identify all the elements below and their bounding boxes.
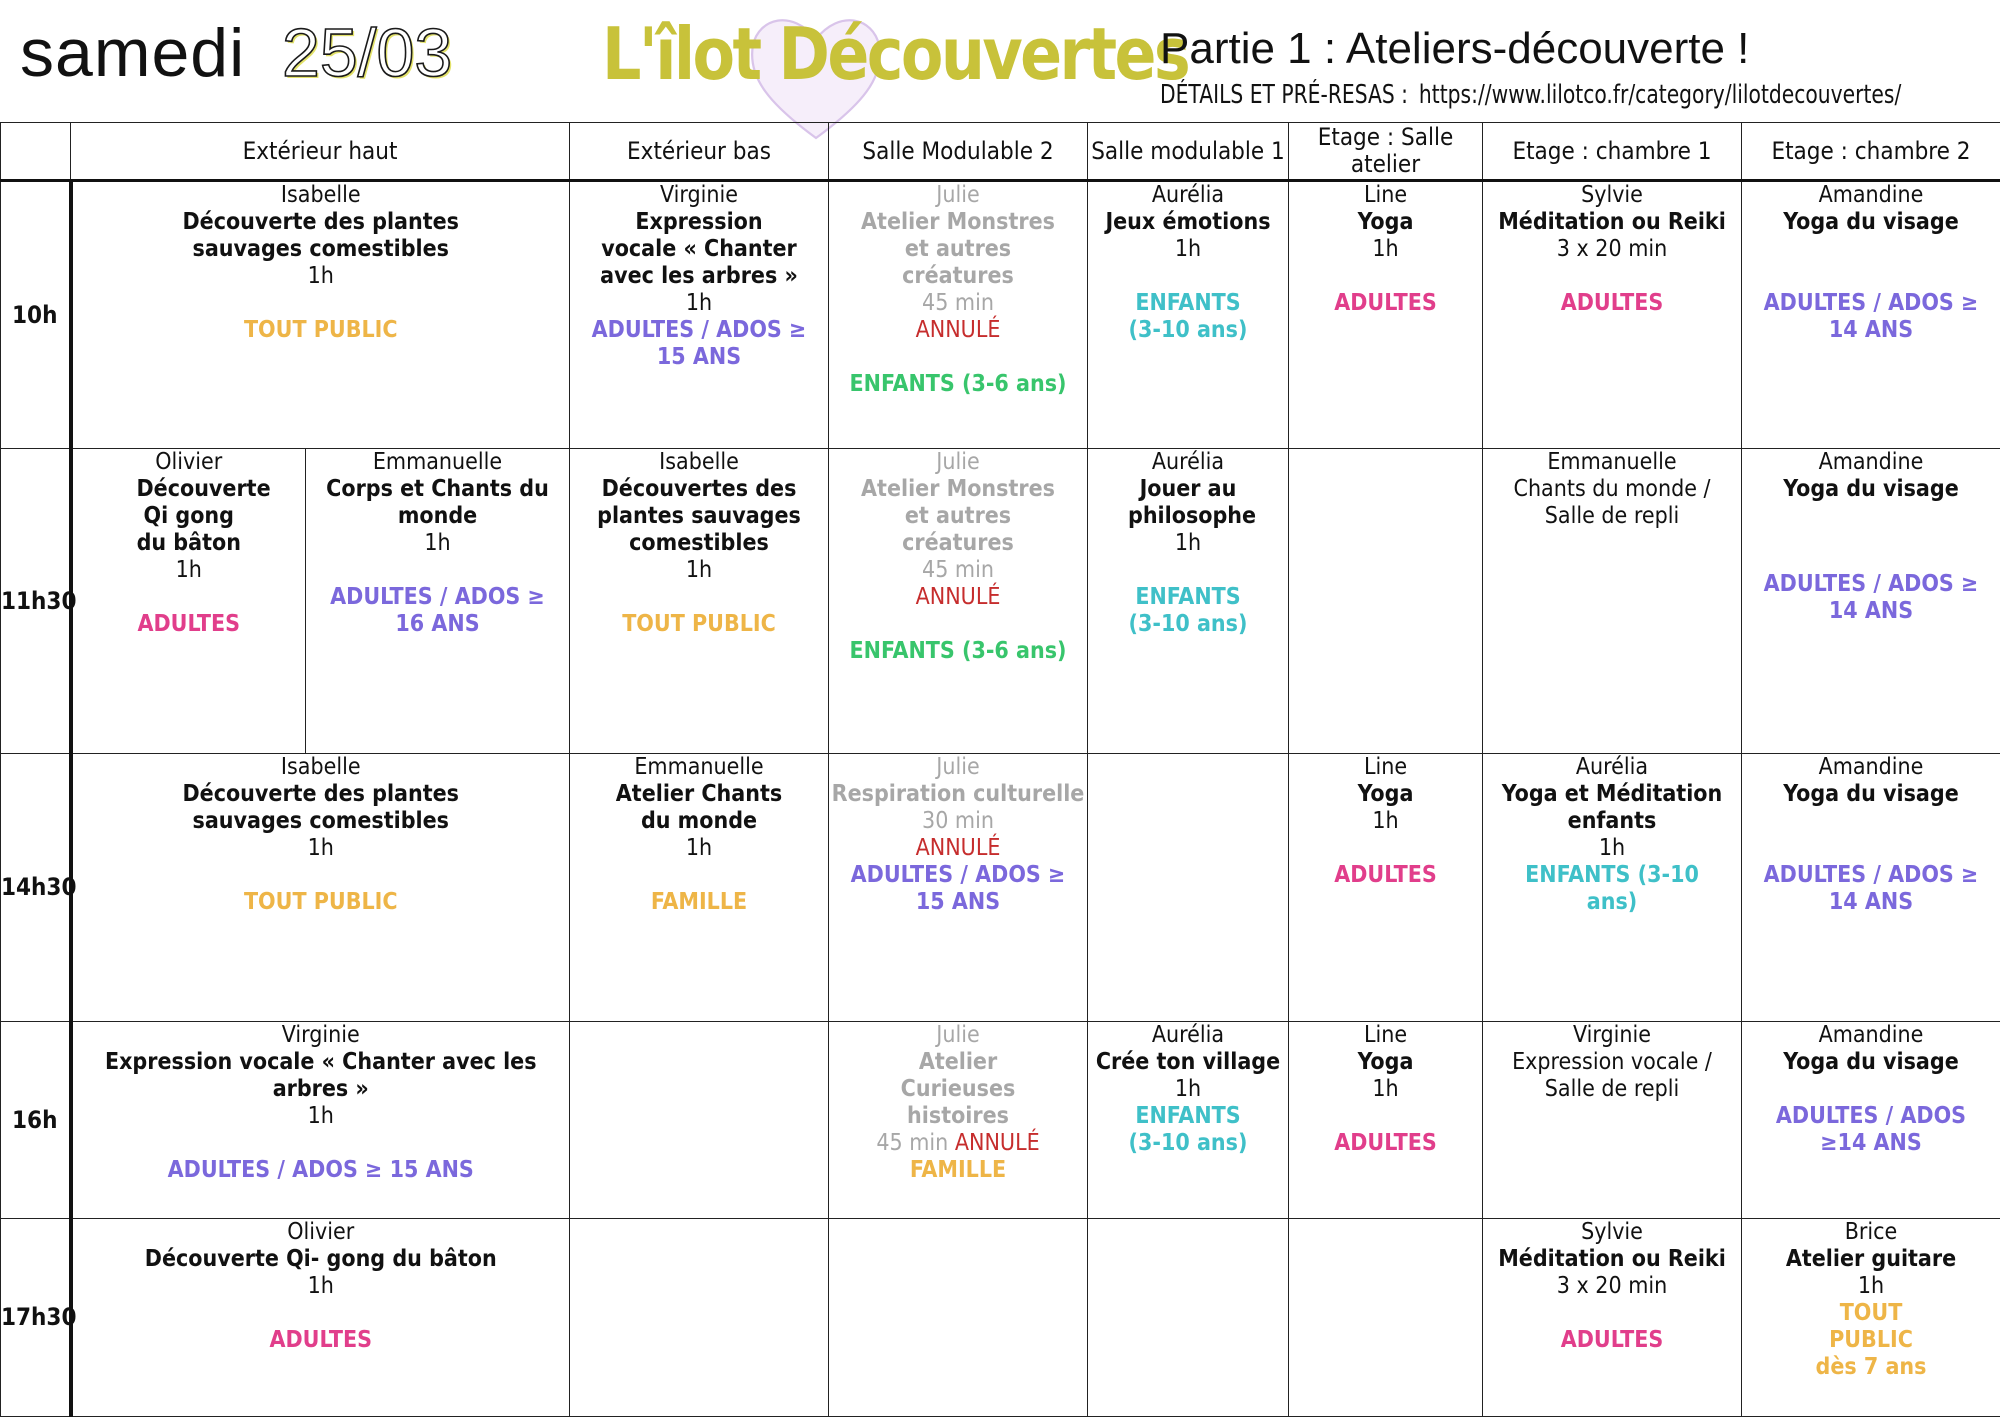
session-cell[interactable] — [570, 754, 829, 1022]
audience-badge: ADULTES / ADOS ≥14 ANS — [1742, 1103, 2000, 1157]
session-cell[interactable] — [1088, 181, 1289, 449]
session-title: Jouer au philosophe — [1088, 476, 1288, 530]
instructor-name: Isabelle — [73, 182, 570, 209]
corner-cell — [1, 123, 71, 181]
session-duration: 1h — [73, 263, 570, 290]
session-title: Atelier Chants du monde — [570, 781, 828, 835]
session-title: Corps et Chants du monde — [306, 476, 569, 530]
instructor-name: Olivier — [73, 1219, 570, 1246]
audience-badge: ADULTES — [1289, 862, 1482, 889]
session-cell-cancelled[interactable] — [829, 449, 1088, 754]
instructor-name: Julie — [829, 1022, 1087, 1049]
session-duration: 1h — [1483, 835, 1741, 862]
session-cell[interactable] — [1483, 181, 1742, 449]
date-label: 25/03 — [282, 14, 452, 92]
session-title: Respiration culturelle — [829, 781, 1087, 808]
session-duration: 1h — [570, 290, 828, 317]
instructor-name: Amandine — [1742, 449, 2000, 476]
session-title: Yoga et Méditation enfants — [1483, 781, 1741, 835]
session-title: Atelier guitare — [1742, 1246, 2000, 1273]
session-title: Yoga du visage — [1742, 476, 2000, 503]
col-salle-modulable-1: Salle modulable 1 — [1088, 123, 1289, 181]
instructor-name: Virginie — [1483, 1022, 1741, 1049]
col-exterieur-haut: Extérieur haut — [71, 123, 570, 181]
instructor-name: Emmanuelle — [1483, 449, 1741, 476]
audience-badge: FAMILLE — [570, 889, 828, 916]
session-duration: 1h — [73, 835, 570, 862]
session-duration: 1h — [570, 835, 828, 862]
session-cell[interactable] — [1742, 1219, 2000, 1417]
session-cell[interactable] — [71, 1219, 570, 1417]
instructor-name: Sylvie — [1483, 182, 1741, 209]
session-duration: 45 min — [876, 1130, 948, 1156]
instructor-name: Amandine — [1742, 754, 2000, 781]
col-salle-atelier: Etage : Salle atelier — [1289, 123, 1483, 181]
audience-badge: ADULTES — [1483, 1327, 1741, 1354]
session-title: Découverte des plantes sauvages comestibles — [73, 781, 570, 835]
empty-slot — [570, 1219, 829, 1417]
instructor-name: Line — [1289, 1022, 1482, 1049]
audience-badge: ENFANTS (3-6 ans) — [829, 371, 1087, 398]
session-cell[interactable] — [1088, 1022, 1289, 1219]
session-cell[interactable] — [306, 449, 570, 754]
audience-badge: ADULTES / ADOS ≥ 14 ANS — [1742, 290, 2000, 344]
session-cell-cancelled[interactable] — [829, 181, 1088, 449]
instructor-name: Julie — [829, 449, 1087, 476]
instructor-name: Aurélia — [1088, 449, 1288, 476]
empty-slot — [570, 1022, 829, 1219]
time-14h30: 14h30 — [1, 754, 71, 1022]
session-title: Yoga — [1289, 209, 1482, 236]
session-cell-cancelled[interactable] — [829, 754, 1088, 1022]
instructor-name: Isabelle — [570, 449, 828, 476]
empty-slot — [1088, 1219, 1289, 1417]
session-cell[interactable] — [1289, 181, 1483, 449]
session-title: Jeux émotions — [1088, 209, 1288, 236]
audience-badge: ENFANTS (3-6 ans) — [829, 638, 1087, 665]
session-title: Découvertes des plantes sauvages comestibles — [570, 476, 828, 557]
session-title: Yoga du visage — [1742, 781, 2000, 808]
audience-badge: ADULTES — [1289, 1130, 1482, 1157]
session-duration: 1h — [570, 557, 828, 584]
session-title: Méditation ou Reiki — [1483, 1246, 1741, 1273]
session-duration: 1h — [1742, 1273, 2000, 1300]
duration-status-line — [829, 1130, 1087, 1157]
session-duration: 1h — [306, 530, 569, 557]
session-title: Atelier Monstres et autres créatures — [829, 209, 1087, 290]
cancelled-label: ANNULÉ — [829, 317, 1087, 344]
col-chambre-1: Etage : chambre 1 — [1483, 123, 1742, 181]
session-cell-cancelled[interactable] — [829, 1022, 1088, 1219]
session-cell[interactable] — [1088, 449, 1289, 754]
logo-title: L'îlot Découvertes — [602, 12, 1188, 96]
session-title: Crée ton village — [1088, 1049, 1288, 1076]
session-duration: 1h — [1088, 1076, 1288, 1103]
session-title: Découverte des plantes sauvages comestibles — [73, 209, 570, 263]
time-17h30: 17h30 — [1, 1219, 71, 1417]
session-note: Expression vocale / Salle de repli — [1483, 1049, 1741, 1103]
session-title: Expression vocale « Chanter avec les arbres » — [570, 209, 828, 290]
details-label: DÉTAILS ET PRÉ-RESAS : — [1160, 80, 1408, 110]
session-duration: 1h — [1289, 1076, 1482, 1103]
audience-badge: ENFANTS (3-10 ans) — [1088, 584, 1288, 638]
col-chambre-2: Etage : chambre 2 — [1742, 123, 2000, 181]
instructor-name: Aurélia — [1088, 1022, 1288, 1049]
audience-badge: FAMILLE — [829, 1157, 1087, 1184]
session-cell[interactable] — [1742, 181, 2000, 449]
instructor-name: Line — [1289, 754, 1482, 781]
cancelled-label: ANNULÉ — [829, 835, 1087, 862]
session-duration: 1h — [1289, 808, 1482, 835]
session-cell[interactable] — [1483, 449, 1742, 754]
instructor-name: Julie — [829, 182, 1087, 209]
session-cell[interactable] — [71, 181, 570, 449]
audience-badge: ADULTES / ADOS ≥ 15 ANS — [829, 862, 1087, 916]
session-cell[interactable] — [1483, 1022, 1742, 1219]
day-label: samedi — [20, 14, 245, 92]
session-title: Yoga du visage — [1742, 1049, 2000, 1076]
session-cell[interactable] — [1742, 449, 2000, 754]
col-salle-modulable-2: Salle Modulable 2 — [829, 123, 1088, 181]
session-title: Yoga du visage — [1742, 209, 2000, 236]
session-duration: 1h — [1088, 236, 1288, 263]
instructor-name: Julie — [829, 754, 1087, 781]
time-16h: 16h — [1, 1022, 71, 1219]
audience-badge: ENFANTS (3-10 ans) — [1088, 290, 1288, 344]
session-title: Yoga — [1289, 1049, 1482, 1076]
instructor-name: Virginie — [73, 1022, 570, 1049]
empty-slot — [1088, 754, 1289, 1022]
time-11h30: 11h30 — [1, 449, 71, 754]
empty-slot — [1289, 1219, 1483, 1417]
session-cell[interactable] — [1289, 1022, 1483, 1219]
instructor-name: Line — [1289, 182, 1482, 209]
session-duration: 1h — [1088, 530, 1288, 557]
session-cell[interactable] — [1742, 1022, 2000, 1219]
instructor-name: Emmanuelle — [570, 754, 828, 781]
audience-badge: ADULTES — [73, 1327, 570, 1354]
audience-badge: ADULTES / ADOS ≥ 14 ANS — [1742, 862, 2000, 916]
session-cell[interactable] — [1483, 754, 1742, 1022]
time-10h: 10h — [1, 181, 71, 449]
session-title: Atelier Monstres et autres créatures — [829, 476, 1087, 557]
empty-slot — [1289, 449, 1483, 754]
part-title: Partie 1 : Ateliers-découverte ! — [1160, 24, 1749, 74]
instructor-name: Brice — [1742, 1219, 2000, 1246]
session-cell[interactable] — [570, 181, 829, 449]
audience-badge: ADULTES — [1483, 290, 1741, 317]
instructor-name: Sylvie — [1483, 1219, 1741, 1246]
audience-badge: TOUT PUBLIC dès 7 ans — [1742, 1300, 2000, 1381]
instructor-name: Olivier — [73, 449, 306, 476]
audience-badge: TOUT PUBLIC — [570, 611, 828, 638]
instructor-name: Aurélia — [1483, 754, 1741, 781]
session-cell[interactable] — [1742, 754, 2000, 1022]
instructor-name: Aurélia — [1088, 182, 1288, 209]
session-title: Atelier Curieuses histoires — [829, 1049, 1087, 1130]
audience-badge: ADULTES / ADOS ≥ 16 ANS — [306, 584, 569, 638]
audience-badge: ADULTES / ADOS ≥ 15 ANS — [570, 317, 828, 371]
audience-badge: ADULTES — [73, 611, 306, 638]
audience-badge: ENFANTS (3-10 ans) — [1088, 1103, 1288, 1157]
empty-slot — [829, 1219, 1088, 1417]
session-duration: 1h — [73, 557, 306, 584]
instructor-name: Emmanuelle — [306, 449, 569, 476]
schedule-table — [0, 122, 2000, 1417]
cancelled-label: ANNULÉ — [955, 1130, 1040, 1156]
session-duration: 30 min — [829, 808, 1087, 835]
session-duration: 45 min — [829, 290, 1087, 317]
audience-badge: ENFANTS (3-10 ans) — [1483, 862, 1741, 916]
session-cell[interactable] — [570, 449, 829, 754]
session-title: Expression vocale « Chanter avec les arbres » — [73, 1049, 570, 1103]
session-duration: 3 x 20 min — [1483, 1273, 1741, 1300]
session-duration: 45 min — [829, 557, 1087, 584]
audience-badge: ADULTES — [1289, 290, 1482, 317]
instructor-name: Isabelle — [73, 754, 570, 781]
instructor-name: Virginie — [570, 182, 828, 209]
session-title: Découverte Qi- gong du bâton — [73, 1246, 570, 1273]
session-duration: 1h — [73, 1273, 570, 1300]
session-duration: 1h — [1289, 236, 1482, 263]
col-exterieur-bas: Extérieur bas — [570, 123, 829, 181]
session-duration: 3 x 20 min — [1483, 236, 1741, 263]
session-note: Chants du monde / Salle de repli — [1483, 476, 1741, 530]
audience-badge: TOUT PUBLIC — [73, 317, 570, 344]
session-cell[interactable] — [1289, 754, 1483, 1022]
audience-badge: ADULTES / ADOS ≥ 15 ANS — [73, 1157, 570, 1184]
instructor-name: Amandine — [1742, 1022, 2000, 1049]
instructor-name: Amandine — [1742, 182, 2000, 209]
session-title: Découverte Qi gong du bâton — [73, 476, 306, 557]
session-cell[interactable] — [1483, 1219, 1742, 1417]
details-url[interactable]: https://www.lilotco.fr/category/lilotdecouvertes/ — [1419, 80, 1901, 110]
session-title: Méditation ou Reiki — [1483, 209, 1741, 236]
details-line — [1160, 80, 1901, 110]
session-title: Yoga — [1289, 781, 1482, 808]
session-cell[interactable] — [71, 754, 570, 1022]
session-cell[interactable] — [71, 449, 306, 754]
audience-badge: TOUT PUBLIC — [73, 889, 570, 916]
cancelled-label: ANNULÉ — [829, 584, 1087, 611]
session-cell[interactable] — [71, 1022, 570, 1219]
session-duration: 1h — [73, 1103, 570, 1130]
audience-badge: ADULTES / ADOS ≥ 14 ANS — [1742, 571, 2000, 625]
